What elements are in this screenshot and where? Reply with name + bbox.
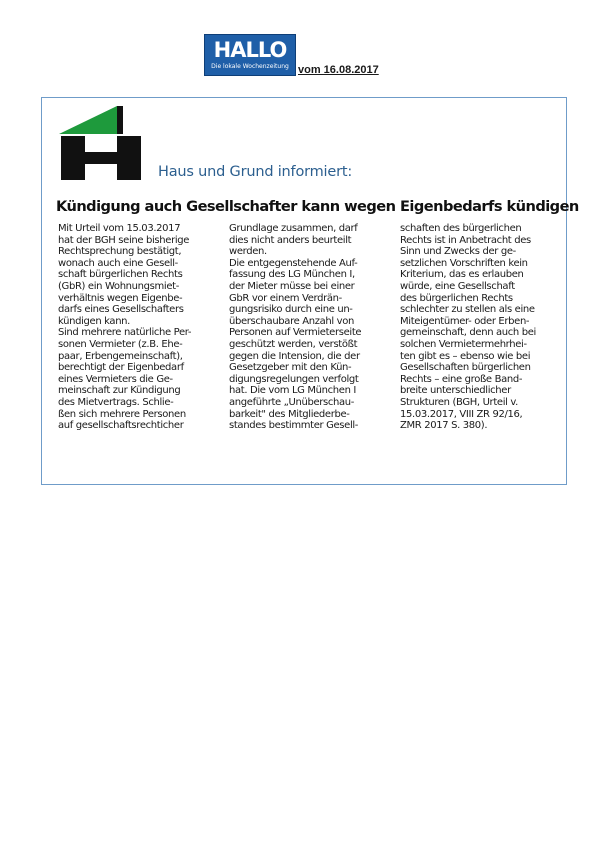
article-text-line: Die entgegenstehende Auf- — [229, 257, 358, 269]
hallo-logo-tagline: Die lokale Wochenzeitung — [211, 63, 289, 70]
article-text-line: werden. — [229, 246, 267, 258]
article-text-line: Miteigentümer- oder Erben- — [400, 315, 530, 327]
article-text-line: fassung des LG München I, — [229, 269, 355, 281]
article-text-line: des bürgerlichen Rechts — [400, 292, 513, 304]
article-text-line: Gesetzgeber mit den Kün- — [229, 362, 352, 374]
article-text-line: auf gesellschaftsrechticher — [58, 420, 184, 432]
article-text-line: Sinn und Zwecks der ge- — [400, 246, 516, 258]
article-text-line: paar, Erbengemeinschaft), — [58, 350, 183, 362]
article-text-line: gungsrisiko durch eine un- — [229, 304, 353, 316]
article-text-line: hat. Die vom LG München I — [229, 385, 357, 397]
article-text-line: Gesellschaften bürgerlichen — [400, 362, 531, 374]
article-text-line: Sind mehrere natürliche Per- — [58, 327, 192, 339]
article-column-2 — [229, 223, 389, 432]
article-text-line: Grundlage zusammen, darf — [229, 223, 358, 234]
article-text-line: geschützt werden, verstößt — [229, 338, 358, 350]
article-text-line: Personen auf Vermieterseite — [229, 327, 362, 339]
article-text-line: berechtigt der Eigenbedarf — [58, 362, 184, 374]
article-text-line: würde, eine Gesellschaft — [400, 280, 515, 292]
article-text-line: meinschaft zur Kündigung — [58, 385, 181, 397]
article-text-line: eines Vermieters die Ge- — [58, 373, 173, 385]
haus-und-grund-logo-icon — [59, 106, 143, 180]
article-text-line: Rechts ist in Anbetracht des — [400, 234, 531, 246]
article-text-line: kündigen kann. — [58, 315, 130, 327]
article-text-line: gemeinschaft, denn auch bei — [400, 327, 536, 339]
article-text-line: überschaubare Anzahl von — [229, 315, 354, 327]
article-text-line: sonen Vermieter (z.B. Ehe- — [58, 338, 183, 350]
article-column-3 — [400, 223, 560, 432]
article-text-line: solchen Vermietermehrhei- — [400, 338, 527, 350]
article-text-line: setzlichen Vorschriften kein — [400, 257, 528, 269]
article-text-line: breite unterschiedlicher — [400, 385, 511, 397]
article-text-line: schlechter zu stellen als eine — [400, 304, 535, 316]
article-text-line: (GbR) ein Wohnungsmiet- — [58, 280, 179, 292]
article-text-line: Rechtsprechung bestätigt, — [58, 246, 182, 258]
article-text-line: dies nicht anders beurteilt — [229, 234, 352, 246]
article-text-line: schaft bürgerlichen Rechts — [58, 269, 183, 281]
article-text-line: digungsregelungen verfolgt — [229, 373, 359, 385]
article-text-line: ZMR 2017 S. 380). — [400, 420, 488, 432]
article-column-1 — [58, 223, 218, 432]
article-clipping — [41, 97, 579, 485]
article-text-line: Rechts – eine große Band- — [400, 373, 523, 385]
publication-date: vom 16.08.2017 — [298, 64, 379, 76]
article-text-line: des Mietvertrags. Schlie- — [58, 396, 174, 408]
article-text-line: darfs eines Gesellschafters — [58, 304, 184, 316]
article-text-line: hat der BGH seine bisherige — [58, 234, 190, 246]
article-text-line: angeführte „Unüberschau- — [229, 396, 355, 408]
article-kicker: Haus und Grund informiert: — [158, 164, 353, 180]
article-text-line: ßen sich mehrere Personen — [58, 408, 186, 420]
article-text-line: GbR vor einem Verdrän- — [229, 292, 342, 304]
article-text-line: schaften des bürgerlichen — [400, 223, 522, 234]
hallo-logo — [204, 34, 296, 76]
article-text-line: barkeit" des Mitgliederbe- — [229, 408, 350, 420]
article-text-line: Kriterium, das es erlauben — [400, 269, 524, 281]
article-text-line: wonach auch eine Gesell- — [58, 257, 178, 269]
article-text-line: der Mieter müsse bei einer — [229, 280, 355, 292]
article-text-line: 15.03.2017, VIII ZR 92/16, — [400, 408, 523, 420]
article-text-line: ten gibt es – ebenso wie bei — [400, 350, 531, 362]
article-text-line: Strukturen (BGH, Urteil v. — [400, 396, 518, 408]
article-headline: Kündigung auch Gesellschafter kann wegen Eigenbedarfs kündigen — [56, 198, 579, 215]
article-text-line: gegen die Intension, die der — [229, 350, 360, 362]
article-text-line: standes bestimmter Gesell- — [229, 420, 359, 432]
article-text-line: verhältnis wegen Eigenbe- — [58, 292, 183, 304]
article-text-line: Mit Urteil vom 15.03.2017 — [58, 223, 181, 234]
hallo-logo-text: HALLO — [213, 38, 287, 62]
